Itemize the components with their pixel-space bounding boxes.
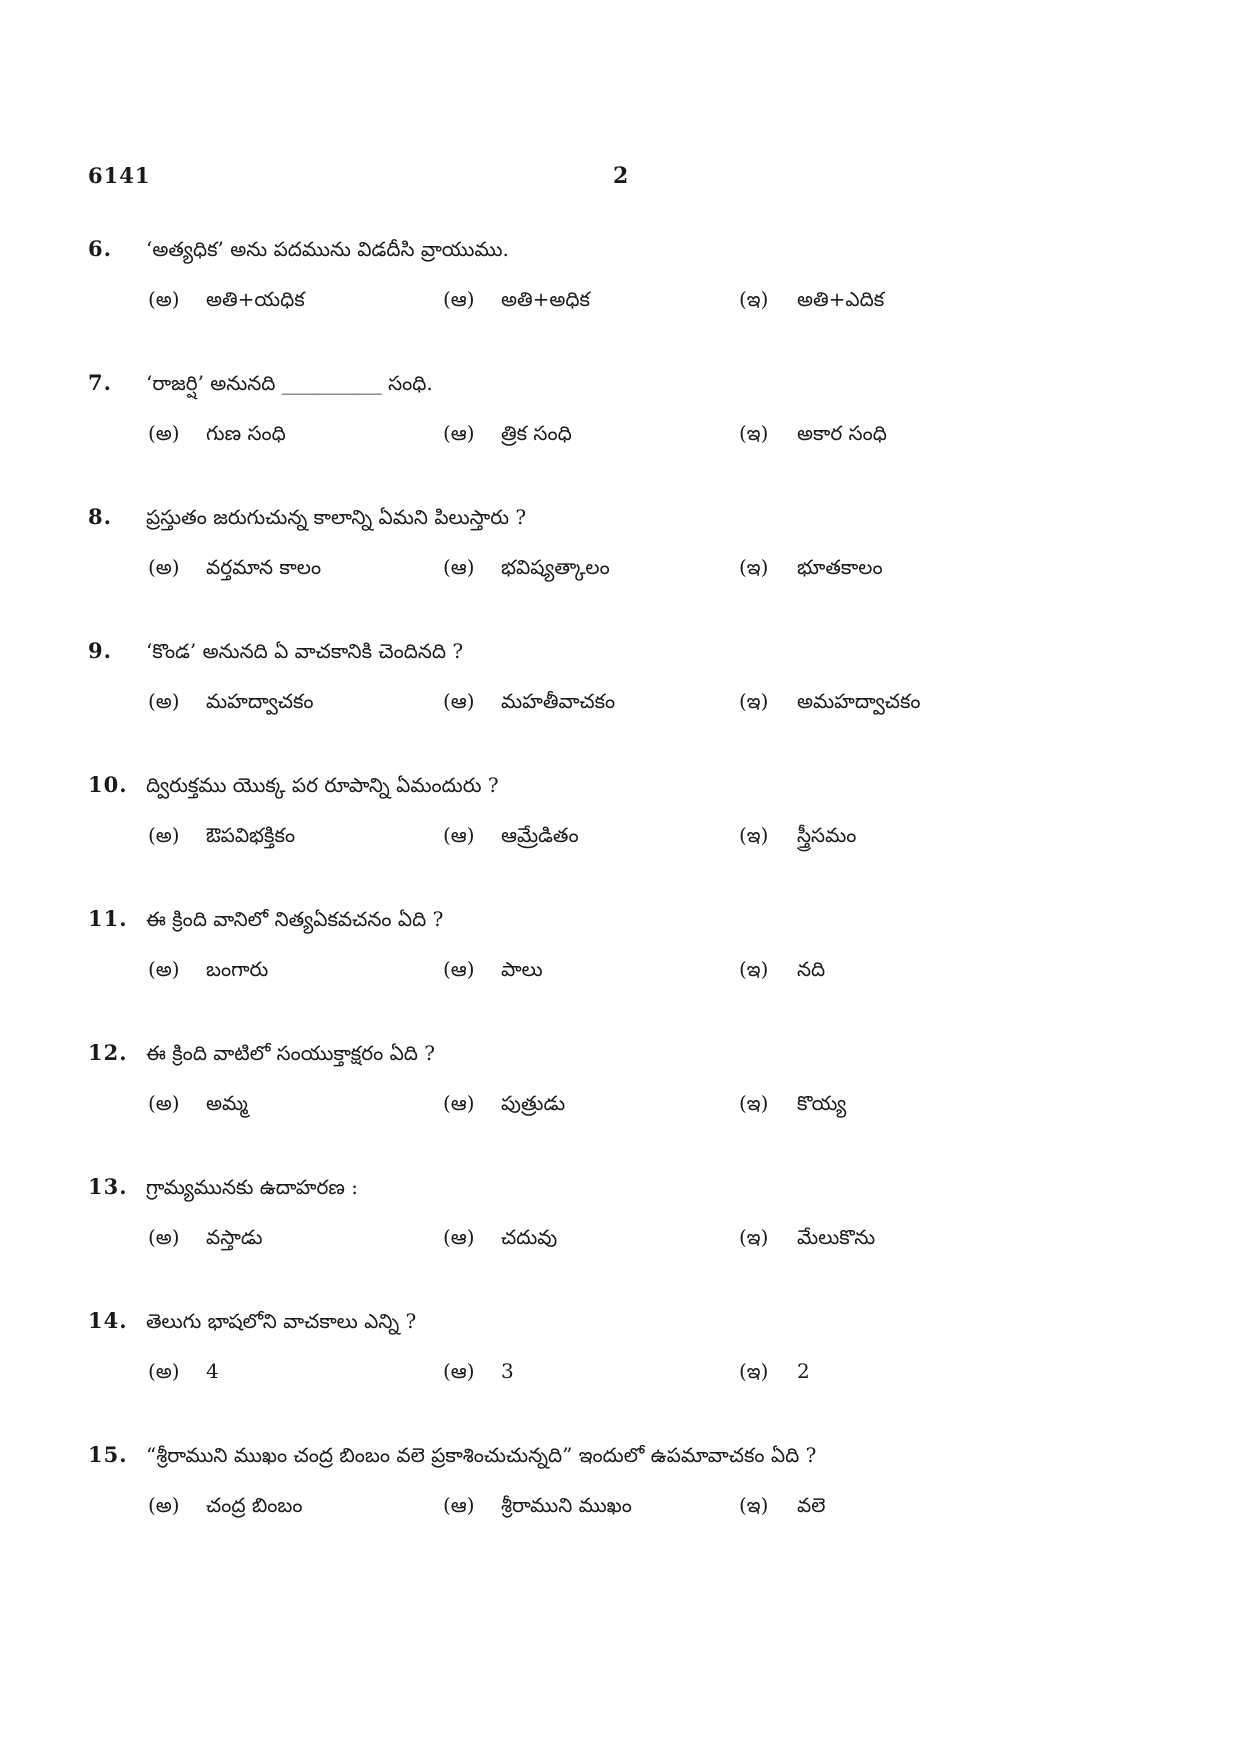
- option-label: (ఇ): [739, 1091, 769, 1115]
- question-number: 12.: [88, 1040, 128, 1065]
- option-text: అమహద్వాచకం: [797, 689, 921, 713]
- question-number: 14.: [88, 1308, 128, 1333]
- question-item: [88, 232, 1168, 366]
- option-text: వర్తమాన కాలం: [206, 555, 322, 579]
- question-line: [88, 366, 433, 400]
- answer-option: [148, 1488, 303, 1522]
- question-number: 13.: [88, 1174, 128, 1199]
- option-text: పుత్రుడు: [501, 1091, 566, 1115]
- option-text: మహతీవాచకం: [501, 689, 616, 713]
- option-label: (అ): [148, 287, 180, 311]
- answer-option: [148, 282, 305, 316]
- option-row: [148, 550, 1148, 584]
- answer-option: [443, 684, 615, 718]
- option-label: (ఇ): [739, 287, 769, 311]
- question-item: [88, 1438, 1168, 1572]
- option-text: వలె: [797, 1493, 826, 1517]
- option-label: (ఆ): [443, 957, 475, 981]
- option-text: అతి+ఎదిక: [797, 287, 885, 311]
- question-list: [88, 232, 1168, 1572]
- answer-option: [443, 952, 543, 986]
- option-text: అతి+అధిక: [501, 287, 590, 311]
- answer-option: [739, 1220, 875, 1254]
- question-line: [88, 902, 443, 936]
- option-text: చంద్ర బింబం: [206, 1493, 303, 1517]
- question-line: [88, 1438, 816, 1472]
- question-number: 15.: [88, 1442, 128, 1467]
- option-text: నది: [797, 957, 826, 981]
- question-text: ప్రస్తుతం జరుగుచున్న కాలాన్ని ఏమని పిలుస్తారు ?: [146, 505, 527, 529]
- option-label: (ఇ): [739, 957, 769, 981]
- question-line: [88, 634, 463, 668]
- question-line: [88, 1036, 435, 1070]
- question-number: 7.: [88, 370, 112, 395]
- page-header: [88, 163, 1148, 195]
- option-label: (ఆ): [443, 555, 475, 579]
- option-label: (ఆ): [443, 421, 475, 445]
- answer-option: [739, 1488, 825, 1522]
- option-row: [148, 1220, 1148, 1254]
- option-label: (అ): [148, 1225, 180, 1249]
- option-label: (అ): [148, 555, 180, 579]
- question-text: ద్విరుక్తము యొక్క పర రూపాన్ని ఏమందురు ?: [146, 773, 499, 797]
- question-line: [88, 1170, 358, 1204]
- answer-option: [148, 952, 268, 986]
- answer-option: [148, 684, 314, 718]
- option-text: మేలుకొను: [797, 1225, 876, 1249]
- option-label: (ఆ): [443, 1091, 475, 1115]
- option-label: (ఇ): [739, 421, 769, 445]
- question-number: 8.: [88, 504, 112, 529]
- option-label: (ఇ): [739, 1225, 769, 1249]
- question-item: [88, 1304, 1168, 1438]
- question-line: [88, 500, 526, 534]
- answer-option: [739, 1086, 846, 1120]
- answer-option: [739, 818, 856, 852]
- option-text: అమ్మ: [206, 1091, 248, 1115]
- answer-option: [148, 1220, 263, 1254]
- question-text: ‘కొండ’ అనునది ఏ వాచకానికి చెందినది ?: [146, 639, 464, 663]
- option-text: బంగారు: [206, 957, 269, 981]
- question-number: 11.: [88, 906, 128, 931]
- question-line: [88, 232, 509, 266]
- option-row: [148, 952, 1148, 986]
- option-label: (అ): [148, 1493, 180, 1517]
- answer-option: [148, 416, 286, 450]
- option-text: కొయ్య: [797, 1091, 847, 1115]
- option-text: వస్తాడు: [206, 1225, 263, 1249]
- answer-option: [443, 1354, 514, 1388]
- option-text: 2: [797, 1359, 810, 1383]
- option-text: చదువు: [501, 1225, 558, 1249]
- option-text: భవిష్యత్కాలం: [501, 555, 610, 579]
- answer-option: [739, 550, 883, 584]
- question-line: [88, 1304, 416, 1338]
- answer-option: [443, 1086, 565, 1120]
- question-item: [88, 1036, 1168, 1170]
- option-row: [148, 684, 1148, 718]
- answer-option: [443, 282, 590, 316]
- option-text: గుణ సంధి: [206, 421, 286, 445]
- question-number: 9.: [88, 638, 112, 663]
- option-label: (ఆ): [443, 1225, 475, 1249]
- option-label: (ఆ): [443, 287, 475, 311]
- answer-option: [739, 282, 884, 316]
- option-text: త్రిక సంధి: [501, 421, 572, 445]
- option-row: [148, 1086, 1148, 1120]
- option-row: [148, 1354, 1148, 1388]
- question-item: [88, 634, 1168, 768]
- option-label: (ఇ): [739, 1359, 769, 1383]
- option-label: (అ): [148, 823, 180, 847]
- option-label: (అ): [148, 1359, 180, 1383]
- answer-option: [148, 818, 295, 852]
- option-row: [148, 1488, 1148, 1522]
- option-label: (ఆ): [443, 1493, 475, 1517]
- option-text: ఔపవిభక్తికం: [206, 823, 296, 847]
- option-row: [148, 818, 1148, 852]
- option-text: అకార సంధి: [797, 421, 887, 445]
- answer-option: [739, 684, 921, 718]
- option-text: భూతకాలం: [797, 555, 883, 579]
- option-row: [148, 416, 1148, 450]
- question-text: “శ్రీరాముని ముఖం చంద్ర బింబం వలె ప్రకాశించుచున్నది” ఇందులో ఉపమావాచకం ఏది ?: [146, 1443, 817, 1467]
- option-row: [148, 282, 1148, 316]
- question-line: [88, 768, 499, 802]
- option-label: (అ): [148, 1091, 180, 1115]
- option-label: (అ): [148, 689, 180, 713]
- answer-option: [739, 952, 825, 986]
- question-item: [88, 366, 1168, 500]
- option-label: (ఇ): [739, 1493, 769, 1517]
- option-label: (అ): [148, 957, 180, 981]
- answer-option: [739, 416, 887, 450]
- page-number: 2: [613, 163, 629, 189]
- paper-code: 6141: [88, 163, 151, 188]
- question-number: 10.: [88, 772, 128, 797]
- question-item: [88, 902, 1168, 1036]
- option-label: (అ): [148, 421, 180, 445]
- option-text: మహద్వాచకం: [206, 689, 314, 713]
- answer-option: [443, 1220, 557, 1254]
- option-label: (ఆ): [443, 1359, 475, 1383]
- option-label: (ఇ): [739, 555, 769, 579]
- question-text: తెలుగు భాషలోని వాచకాలు ఎన్ని ?: [146, 1309, 417, 1333]
- option-label: (ఇ): [739, 823, 769, 847]
- option-text: పాలు: [501, 957, 543, 981]
- answer-option: [443, 416, 572, 450]
- answer-option: [739, 1354, 810, 1388]
- question-text: ‘అత్యధిక’ అను పదమును విడదీసి వ్రాయుము.: [146, 237, 509, 261]
- option-text: స్త్రీసమం: [797, 823, 857, 847]
- option-text: 3: [501, 1359, 514, 1383]
- question-number: 6.: [88, 236, 112, 261]
- option-label: (ఆ): [443, 689, 475, 713]
- option-text: ఆమ్రేడితం: [501, 823, 579, 847]
- question-item: [88, 1170, 1168, 1304]
- option-text: శ్రీరాముని ముఖం: [501, 1493, 632, 1517]
- answer-option: [148, 550, 321, 584]
- option-label: (ఇ): [739, 689, 769, 713]
- answer-option: [148, 1086, 248, 1120]
- question-item: [88, 500, 1168, 634]
- option-text: 4: [206, 1359, 219, 1383]
- answer-option: [443, 1488, 632, 1522]
- answer-option: [443, 550, 610, 584]
- question-text: ఈ క్రింది వాటిలో సంయుక్తాక్షరం ఏది ?: [146, 1041, 436, 1065]
- answer-option: [148, 1354, 219, 1388]
- question-text: ఈ క్రింది వానిలో నిత్యఏకవచనం ఏది ?: [146, 907, 444, 931]
- question-item: [88, 768, 1168, 902]
- answer-option: [443, 818, 579, 852]
- option-label: (ఆ): [443, 823, 475, 847]
- option-text: అతి+యధిక: [206, 287, 305, 311]
- question-text: ‘రాజర్షి’ అనునది __________ సంధి.: [146, 371, 433, 395]
- question-text: గ్రామ్యమునకు ఉదాహరణ :: [146, 1175, 359, 1199]
